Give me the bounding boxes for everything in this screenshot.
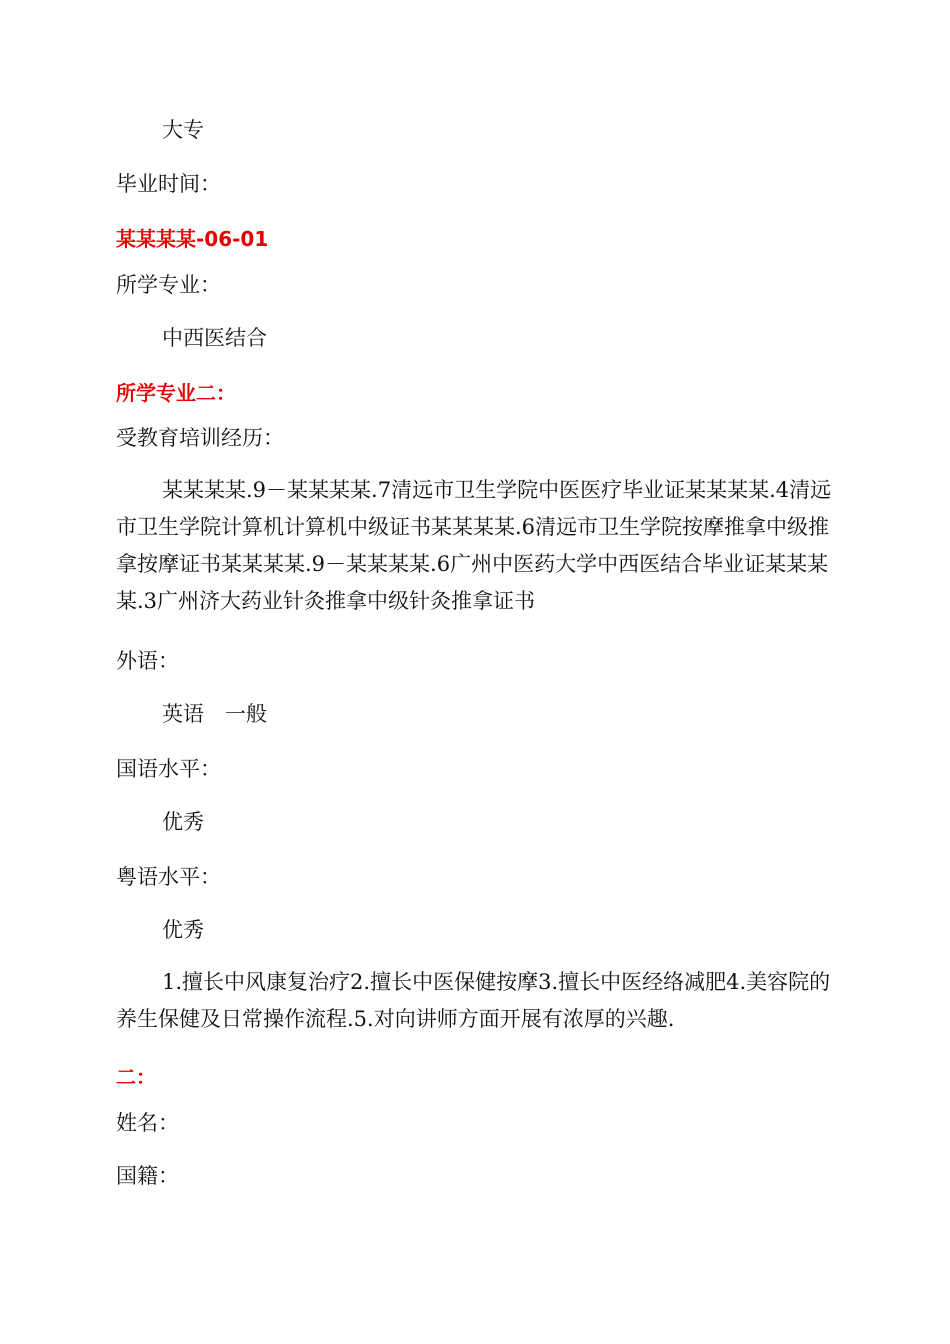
graduation-label: 毕业时间： xyxy=(116,172,221,196)
graduation-value: 某某某某-06-01 xyxy=(116,227,269,251)
name-label: 姓名： xyxy=(116,1111,179,1135)
cantonese-label: 粤语水平： xyxy=(116,865,221,889)
foreign-language-value: 英语 一般 xyxy=(162,702,267,726)
mandarin-value: 优秀 xyxy=(162,810,204,834)
cantonese-value: 优秀 xyxy=(162,918,204,942)
mandarin-label: 国语水平： xyxy=(116,757,221,781)
education-value: 大专 xyxy=(162,118,204,142)
section2-heading: 二： xyxy=(116,1065,156,1089)
nationality-label: 国籍： xyxy=(116,1164,179,1188)
training-label: 受教育培训经历： xyxy=(116,426,284,450)
major-label: 所学专业： xyxy=(116,273,221,297)
training-paragraph: 某某某某.9－某某某某.7清远市卫生学院中医医疗毕业证某某某某.4清远市卫生学院计算机计算机中级证书某某某某.6清远市卫生学院按摩推拿中级推拿按摩证书某某某某.9－某某某某.6广州中医药大学中西医结合毕业证某某某某.3广州济大药业针灸推拿中级针灸推拿证书 xyxy=(116,478,832,613)
major-value: 中西医结合 xyxy=(162,326,267,350)
foreign-language-label: 外语： xyxy=(116,649,179,673)
skills-paragraph: 1.擅长中风康复治疗2.擅长中医保健按摩3.擅长中医经络减肥4.美容院的养生保健及日常操作流程.5.对向讲师方面开展有浓厚的兴趣. xyxy=(116,970,831,1031)
major2-label: 所学专业二： xyxy=(116,381,236,405)
